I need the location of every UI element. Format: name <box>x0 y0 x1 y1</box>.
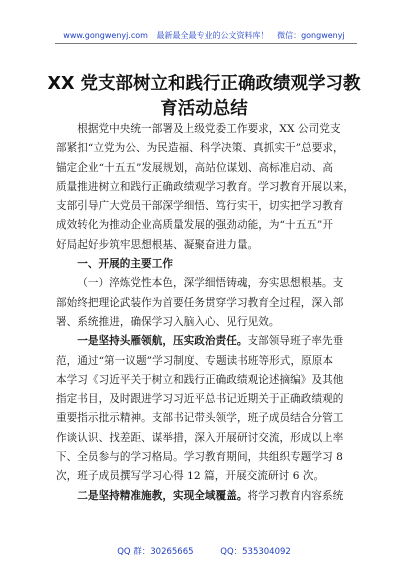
text-line: 部始终把理论武装作为首要任务贯穿学习教育全过程，深入部 <box>56 296 344 309</box>
footer-qq-group: QQ 群：30265665 <box>117 547 194 557</box>
point-two-paragraph <box>56 487 356 506</box>
section-heading-text: 一、开展的主要工作 <box>77 258 173 271</box>
text-line: 质量推进树立和践行正确政绩观学习教育。学习教育开展以来， <box>56 180 355 193</box>
text-line: 成效转化为推动企业高质量发展的强劲动能，为“十五五”开 <box>56 219 334 232</box>
text-line <box>56 332 356 351</box>
page-header <box>0 30 408 41</box>
text-line: 锚定企业“十五五”发展规划，高站位谋划、高标准启动、高 <box>56 161 334 174</box>
text-line: 重要指示批示精神。支部书记带头领学，班子成员结合分管工 <box>56 412 344 425</box>
text-line: 作谈认识、找差距、谋举措，深入开展研讨交流，形成以上率 <box>56 431 344 444</box>
text-line: 范，通过“第一议题”学习制度、专题读书班等形式，原原本 <box>56 354 334 367</box>
text-line: 指定书目，及时跟进学习习近平总书记近期关于正确政绩观的 <box>56 393 344 406</box>
document-body <box>56 120 356 506</box>
text-line: 本学习《习近平关于树立和践行正确政绩观论述摘编》及其他 <box>56 373 344 386</box>
point-one-paragraph <box>56 332 356 486</box>
section-heading <box>56 255 356 274</box>
text-line: 次，班子成员撰写学习心得 12 篇，开展交流研讨 6 次。 <box>56 470 325 483</box>
header-site-link[interactable]: www.gongwenyj.com <box>63 31 148 40</box>
header-divider <box>55 43 357 44</box>
header-slogan: 最新最全最专业的公文资料库！ <box>156 31 269 40</box>
title-line-1: XX 党支部树立和践行正确政绩观学习教 <box>47 74 361 94</box>
point-two-lead: 二是坚持精准施教，实现全域覆盖。 <box>77 489 248 502</box>
text-line: 部紧扣“立党为公、为民造福、科学决策、真抓实干”总要求， <box>56 142 344 155</box>
intro-paragraph <box>56 120 356 255</box>
text-line <box>56 487 356 506</box>
text-line: 根据党中央统一部署及上级党委工作要求，XX 公司党支 <box>77 123 341 135</box>
text-line: 好局起好步筑牢思想根基、凝聚奋进力量。 <box>56 238 259 251</box>
header-wechat: 微信：gongwenyj <box>277 31 345 40</box>
text-line: 署、系统推进，确保学习入脑入心、见行见效。 <box>56 315 280 328</box>
document-title <box>40 72 368 122</box>
text-line: 下、全员参与的学习格局。学习教育期间，共组织专题学习 8 <box>56 451 343 464</box>
page-footer <box>0 545 408 557</box>
point-two-text: 将学习教育内容系统 <box>247 489 344 502</box>
point-one-text: 支部领导班子率先垂 <box>247 335 344 348</box>
text-line: 支部引导广大党员干部深学细悟、笃行实干，切实把学习教育 <box>56 200 344 213</box>
text-line: （一）淬炼党性本色，深学细悟铸魂，夯实思想根基。支 <box>77 277 344 290</box>
subsection-paragraph <box>56 274 356 332</box>
point-one-lead: 一是坚持头雁领航，压实政治责任。 <box>77 335 248 348</box>
title-line-2: 育活动总结 <box>160 99 248 119</box>
footer-qq: QQ：535304092 <box>220 547 291 557</box>
